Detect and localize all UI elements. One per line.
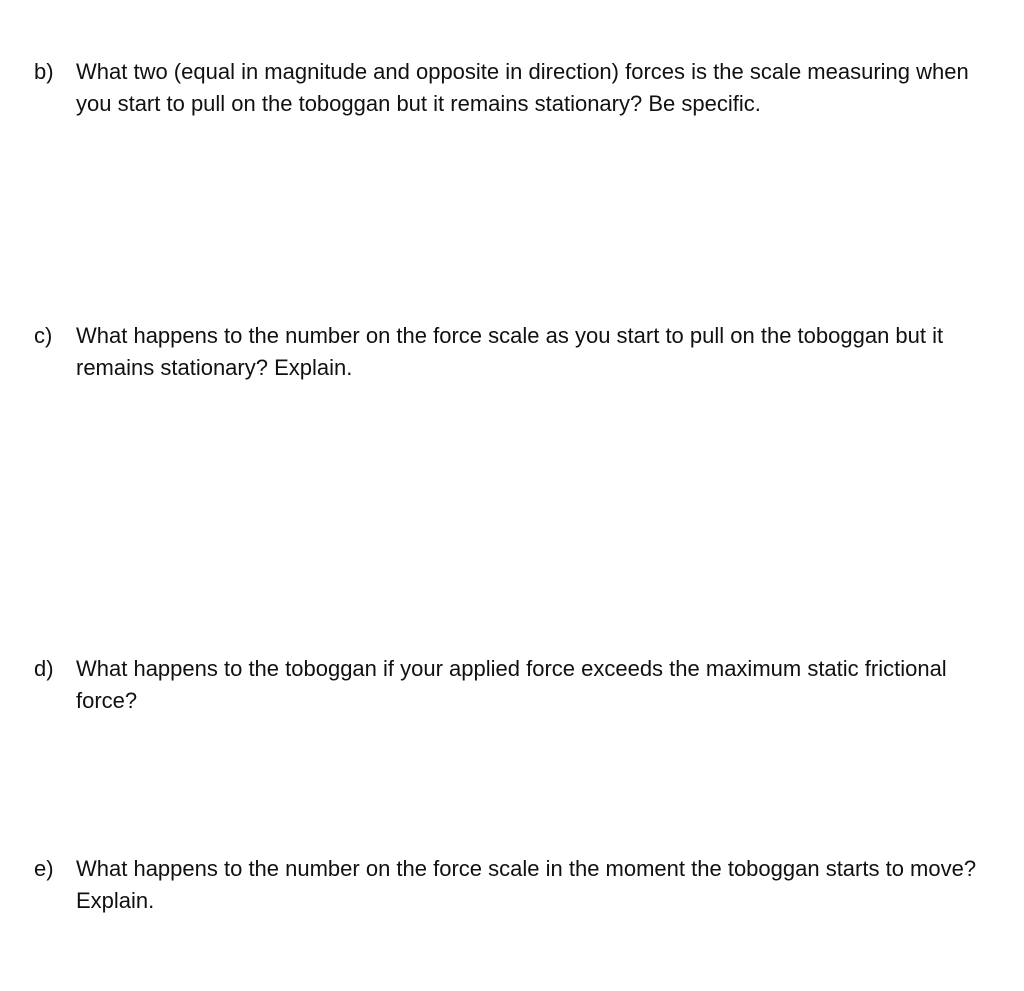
question-b [34, 56, 994, 120]
question-e [34, 853, 994, 917]
question-text: What happens to the number on the force scale as you start to pull on the toboggan but it remains stationary? Explain. [76, 323, 944, 380]
question-letter: c) [34, 323, 53, 348]
question-text: What two (equal in magnitude and opposite in direction) forces is the scale measuring when you start to pull on the toboggan but it remains stationary? Be specific. [76, 59, 969, 116]
question-c [34, 320, 994, 384]
question-text: What happens to the number on the force scale in the moment the toboggan starts to move? Explain. [76, 856, 977, 913]
question-letter: e) [34, 856, 54, 881]
question-letter: b) [34, 59, 54, 84]
question-letter: d) [34, 656, 54, 681]
question-text: What happens to the toboggan if your applied force exceeds the maximum static frictional force? [76, 656, 947, 713]
question-d [34, 653, 994, 717]
